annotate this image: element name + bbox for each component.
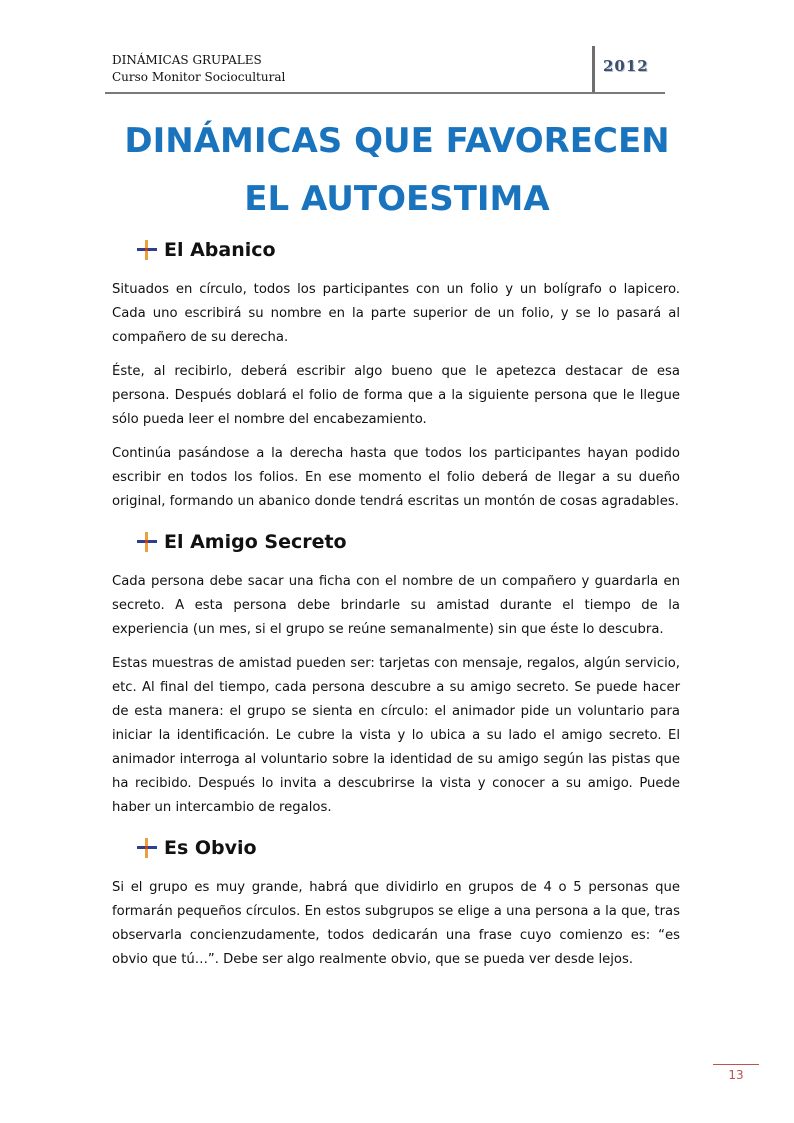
section-title: El Abanico bbox=[164, 239, 276, 261]
running-header bbox=[112, 52, 285, 86]
section-heading-amigo-secreto bbox=[112, 524, 680, 560]
header-course-group: DINÁMICAS GRUPALES bbox=[112, 53, 262, 67]
header-year: 2012 bbox=[603, 57, 649, 75]
bullet-cross-icon bbox=[136, 239, 158, 261]
document-body bbox=[112, 232, 680, 982]
bullet-cross-icon bbox=[136, 531, 158, 553]
section-heading-es-obvio bbox=[112, 830, 680, 866]
header-divider-vertical bbox=[592, 46, 595, 94]
paragraph: Situados en círculo, todos los participantes con un folio y un bolígrafo o lapicero. Cada uno escribirá su nombre en la parte superior de un folio, y se lo pasará al compañero de su derecha. bbox=[112, 282, 680, 345]
paragraph: Si el grupo es muy grande, habrá que dividirlo en grupos de 4 o 5 personas que formarán pequeños círculos. En estos subgrupos se elige a una persona a la que, tras observarla concienzudamente, todos dedicarán una frase cuyo comienzo es: “es obvio que tú…”. Debe ser algo realmente obvio, que se pueda ver desde lejos. bbox=[112, 880, 680, 967]
page-title-line-2: EL AUTOESTIMA bbox=[244, 179, 550, 219]
page-title-line-1: DINÁMICAS QUE FAVORECEN bbox=[124, 121, 670, 161]
paragraph: Continúa pasándose a la derecha hasta que todos los participantes hayan podido escribir en todos los folios. En ese momento el folio deberá de llegar a su dueño original, formando un abanico donde tendrá escritas un montón de cosas agradables. bbox=[112, 446, 680, 509]
header-course-name: Curso Monitor Sociocultural bbox=[112, 70, 286, 84]
page-number: 13 bbox=[728, 1068, 744, 1082]
footer-divider bbox=[713, 1064, 759, 1065]
section-title: Es Obvio bbox=[164, 837, 257, 859]
paragraph: Estas muestras de amistad pueden ser: tarjetas con mensaje, regalos, algún servicio, etc. Al final del tiempo, cada persona descubre a su amigo secreto. Se puede hacer de esta manera: el grupo se sienta en círculo: el animador pide un voluntario para iniciar la identificación. Le cubre la vista y lo ubica a su lado el amigo secreto. El animador interroga al voluntario sobre la identidad de su amigo según las pistas que ha recibido. Después lo invita a descubrirse la vista y conocer a su amigo. Puede haber un intercambio de regalos. bbox=[112, 656, 680, 815]
bullet-cross-icon bbox=[136, 837, 158, 859]
paragraph: Cada persona debe sacar una ficha con el nombre de un compañero y guardarla en secreto. A esta persona debe brindarle su amistad durante el tiempo de la experiencia (un mes, si el grupo se reúne semanalmente) sin que éste lo descubra. bbox=[112, 574, 680, 637]
page-title bbox=[110, 112, 684, 228]
section-heading-abanico bbox=[112, 232, 680, 268]
header-divider bbox=[105, 92, 665, 94]
paragraph: Éste, al recibirlo, deberá escribir algo bueno que le apetezca destacar de esa persona. Después doblará el folio de forma que a la siguiente persona que le llegue sólo pueda leer el nombre del encabezamiento. bbox=[112, 364, 680, 427]
section-title: El Amigo Secreto bbox=[164, 531, 347, 553]
